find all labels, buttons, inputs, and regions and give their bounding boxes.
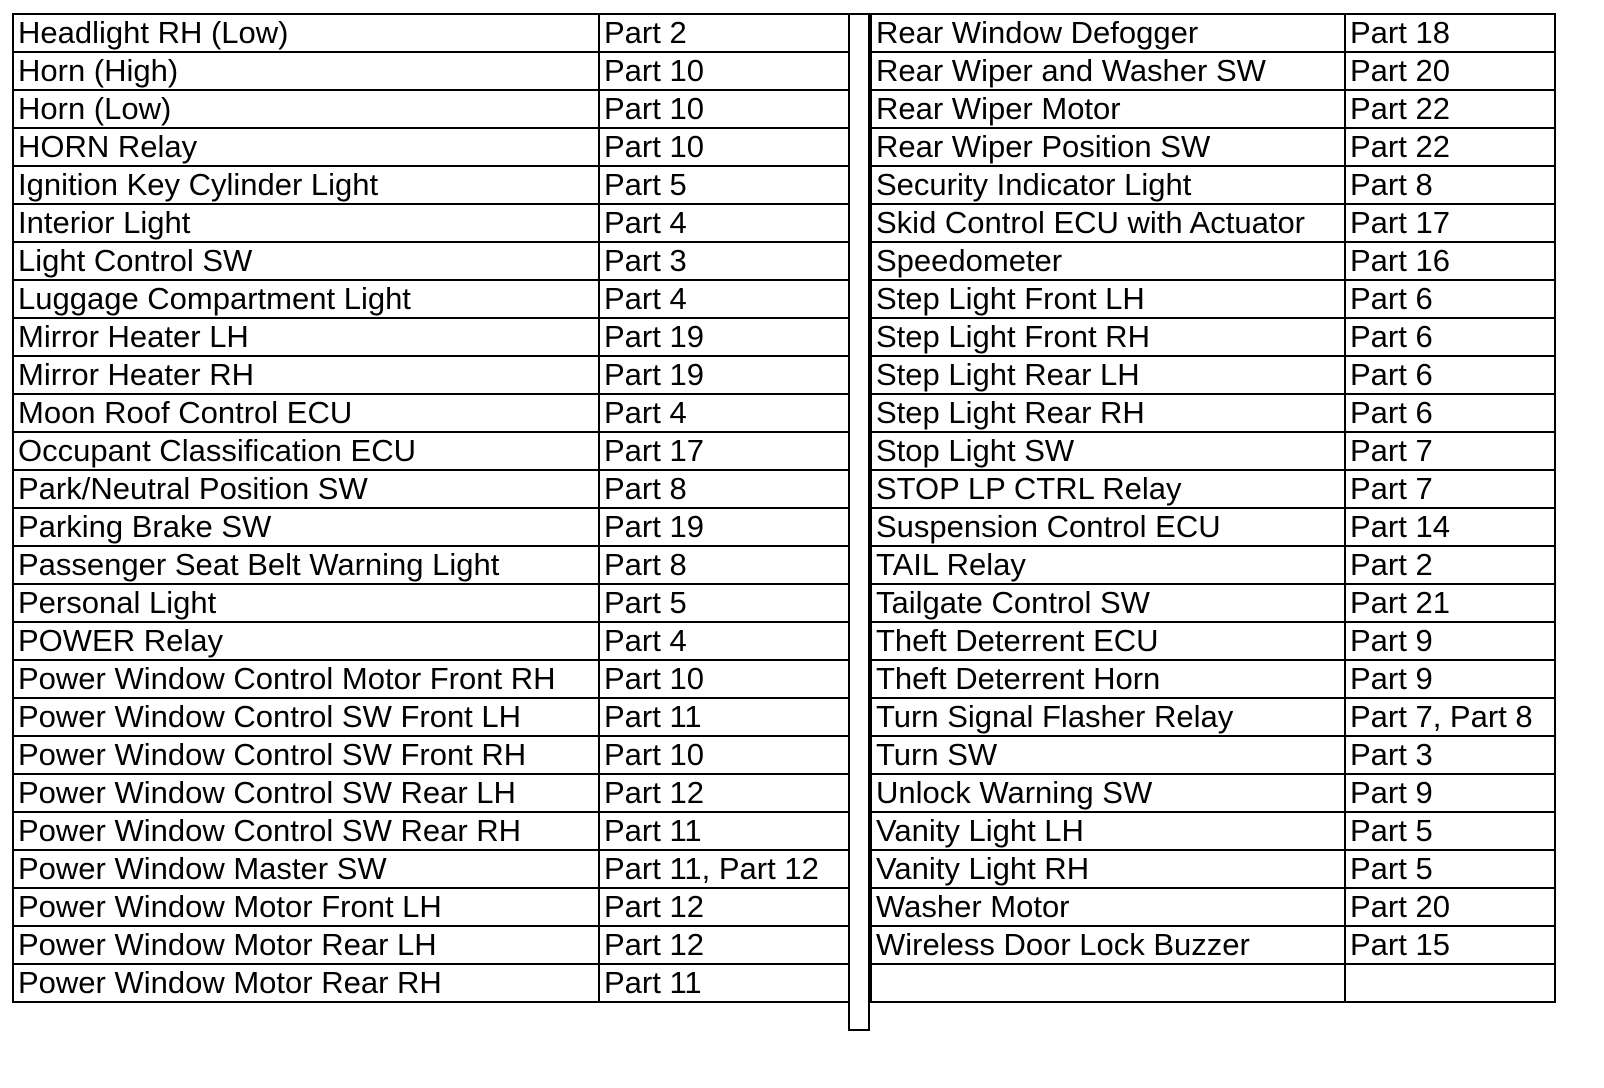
table-row — [13, 242, 849, 280]
component-name-cell — [871, 964, 1345, 1002]
component-name-cell: Power Window Motor Rear RH — [13, 964, 599, 1002]
component-name-cell: Tailgate Control SW — [871, 584, 1345, 622]
part-reference-cell: Part 21 — [1345, 584, 1555, 622]
table-row — [13, 736, 849, 774]
component-name-cell: Personal Light — [13, 584, 599, 622]
table-row — [871, 204, 1555, 242]
component-name-cell: Horn (Low) — [13, 90, 599, 128]
component-name-cell: Speedometer — [871, 242, 1345, 280]
part-reference-cell: Part 11 — [599, 698, 849, 736]
component-name-cell: Vanity Light LH — [871, 812, 1345, 850]
component-name-cell: Suspension Control ECU — [871, 508, 1345, 546]
component-name-cell: Interior Light — [13, 204, 599, 242]
table-row — [13, 622, 849, 660]
part-reference-cell: Part 19 — [599, 356, 849, 394]
component-name-cell: Vanity Light RH — [871, 850, 1345, 888]
component-name-cell: POWER Relay — [13, 622, 599, 660]
part-reference-cell: Part 18 — [1345, 14, 1555, 52]
component-name-cell: Power Window Control SW Front LH — [13, 698, 599, 736]
table-row — [871, 660, 1555, 698]
part-reference-cell: Part 9 — [1345, 622, 1555, 660]
table-row — [871, 546, 1555, 584]
table-row — [871, 774, 1555, 812]
component-name-cell: Step Light Front LH — [871, 280, 1345, 318]
component-name-cell: Theft Deterrent ECU — [871, 622, 1345, 660]
table-row — [871, 14, 1555, 52]
part-reference-cell: Part 3 — [1345, 736, 1555, 774]
component-name-cell: Skid Control ECU with Actuator — [871, 204, 1345, 242]
table-row — [13, 394, 849, 432]
component-name-cell: Moon Roof Control ECU — [13, 394, 599, 432]
table-row — [13, 584, 849, 622]
table-row — [871, 850, 1555, 888]
component-name-cell: Step Light Rear LH — [871, 356, 1345, 394]
part-reference-cell: Part 3 — [599, 242, 849, 280]
component-name-cell: Passenger Seat Belt Warning Light — [13, 546, 599, 584]
table-row — [13, 280, 849, 318]
table-row — [871, 394, 1555, 432]
component-name-cell: HORN Relay — [13, 128, 599, 166]
part-reference-cell: Part 7 — [1345, 432, 1555, 470]
part-reference-cell: Part 10 — [599, 660, 849, 698]
part-reference-cell: Part 17 — [1345, 204, 1555, 242]
part-reference-cell — [1345, 964, 1555, 1002]
component-name-cell: Rear Window Defogger — [871, 14, 1345, 52]
part-reference-cell: Part 17 — [599, 432, 849, 470]
table-row — [871, 90, 1555, 128]
part-reference-cell: Part 12 — [599, 926, 849, 964]
table-row — [871, 888, 1555, 926]
part-reference-cell: Part 9 — [1345, 774, 1555, 812]
part-reference-cell: Part 5 — [1345, 812, 1555, 850]
table-row — [13, 356, 849, 394]
part-reference-cell: Part 6 — [1345, 356, 1555, 394]
part-reference-cell: Part 6 — [1345, 394, 1555, 432]
table-row — [871, 508, 1555, 546]
component-name-cell: Turn Signal Flasher Relay — [871, 698, 1345, 736]
part-reference-cell: Part 10 — [599, 52, 849, 90]
component-name-cell: Unlock Warning SW — [871, 774, 1345, 812]
table-row — [871, 318, 1555, 356]
part-reference-cell: Part 16 — [1345, 242, 1555, 280]
component-index-table-left — [12, 13, 850, 1003]
right-table-body — [871, 14, 1555, 1002]
part-reference-cell: Part 2 — [1345, 546, 1555, 584]
component-name-cell: Power Window Master SW — [13, 850, 599, 888]
part-reference-cell: Part 4 — [599, 622, 849, 660]
part-reference-cell: Part 10 — [599, 90, 849, 128]
part-reference-cell: Part 7, Part 8 — [1345, 698, 1555, 736]
component-index-table-right — [870, 13, 1556, 1003]
part-reference-cell: Part 4 — [599, 394, 849, 432]
part-reference-cell: Part 22 — [1345, 128, 1555, 166]
component-name-cell: Mirror Heater LH — [13, 318, 599, 356]
table-row — [13, 812, 849, 850]
table-row — [13, 546, 849, 584]
part-reference-cell: Part 4 — [599, 280, 849, 318]
component-name-cell: Washer Motor — [871, 888, 1345, 926]
table-row — [13, 204, 849, 242]
table-row — [13, 508, 849, 546]
component-name-cell: Light Control SW — [13, 242, 599, 280]
table-row — [13, 128, 849, 166]
table-row — [13, 432, 849, 470]
table-row — [13, 926, 849, 964]
component-name-cell: TAIL Relay — [871, 546, 1345, 584]
table-row — [13, 888, 849, 926]
part-reference-cell: Part 11, Part 12 — [599, 850, 849, 888]
part-reference-cell: Part 20 — [1345, 888, 1555, 926]
table-row — [13, 166, 849, 204]
component-name-cell: Turn SW — [871, 736, 1345, 774]
component-name-cell: Step Light Front RH — [871, 318, 1345, 356]
table-row — [871, 280, 1555, 318]
table-row — [871, 622, 1555, 660]
table-row — [871, 356, 1555, 394]
part-reference-cell: Part 6 — [1345, 318, 1555, 356]
table-row — [871, 964, 1555, 1002]
part-reference-cell: Part 12 — [599, 888, 849, 926]
component-name-cell: Parking Brake SW — [13, 508, 599, 546]
table-row — [871, 812, 1555, 850]
table-row — [13, 52, 849, 90]
part-reference-cell: Part 8 — [1345, 166, 1555, 204]
table-row — [13, 14, 849, 52]
table-row — [13, 470, 849, 508]
table-row — [871, 470, 1555, 508]
table-row — [871, 128, 1555, 166]
part-reference-cell: Part 8 — [599, 470, 849, 508]
component-name-cell: Security Indicator Light — [871, 166, 1345, 204]
part-reference-cell: Part 15 — [1345, 926, 1555, 964]
part-reference-cell: Part 20 — [1345, 52, 1555, 90]
part-reference-cell: Part 4 — [599, 204, 849, 242]
component-name-cell: Power Window Motor Front LH — [13, 888, 599, 926]
table-row — [871, 698, 1555, 736]
component-name-cell: Stop Light SW — [871, 432, 1345, 470]
table-row — [13, 660, 849, 698]
table-row — [871, 52, 1555, 90]
component-name-cell: Wireless Door Lock Buzzer — [871, 926, 1345, 964]
part-reference-cell: Part 2 — [599, 14, 849, 52]
part-reference-cell: Part 10 — [599, 128, 849, 166]
part-reference-cell: Part 5 — [599, 584, 849, 622]
table-row — [13, 774, 849, 812]
component-name-cell: Luggage Compartment Light — [13, 280, 599, 318]
component-name-cell: Park/Neutral Position SW — [13, 470, 599, 508]
part-reference-cell: Part 11 — [599, 812, 849, 850]
component-name-cell: Headlight RH (Low) — [13, 14, 599, 52]
component-name-cell: Occupant Classification ECU — [13, 432, 599, 470]
table-row — [13, 964, 849, 1002]
part-reference-cell: Part 22 — [1345, 90, 1555, 128]
component-name-cell: Ignition Key Cylinder Light — [13, 166, 599, 204]
table-row — [871, 432, 1555, 470]
part-reference-cell: Part 8 — [599, 546, 849, 584]
component-name-cell: Theft Deterrent Horn — [871, 660, 1345, 698]
component-name-cell: Mirror Heater RH — [13, 356, 599, 394]
part-reference-cell: Part 19 — [599, 318, 849, 356]
table-row — [13, 698, 849, 736]
part-reference-cell: Part 12 — [599, 774, 849, 812]
part-reference-cell: Part 11 — [599, 964, 849, 1002]
component-name-cell: Step Light Rear RH — [871, 394, 1345, 432]
component-name-cell: Power Window Control SW Front RH — [13, 736, 599, 774]
part-reference-cell: Part 6 — [1345, 280, 1555, 318]
table-row — [13, 90, 849, 128]
component-name-cell: Power Window Control SW Rear RH — [13, 812, 599, 850]
table-row — [871, 166, 1555, 204]
component-name-cell: Power Window Motor Rear LH — [13, 926, 599, 964]
table-row — [871, 584, 1555, 622]
component-name-cell: Power Window Control SW Rear LH — [13, 774, 599, 812]
table-row — [871, 926, 1555, 964]
table-row — [871, 736, 1555, 774]
component-name-cell: Rear Wiper Position SW — [871, 128, 1345, 166]
table-row — [13, 318, 849, 356]
table-row — [13, 850, 849, 888]
component-name-cell: STOP LP CTRL Relay — [871, 470, 1345, 508]
part-reference-cell: Part 9 — [1345, 660, 1555, 698]
part-reference-cell: Part 10 — [599, 736, 849, 774]
part-reference-cell: Part 5 — [1345, 850, 1555, 888]
part-reference-cell: Part 5 — [599, 166, 849, 204]
left-table-body — [13, 14, 849, 1002]
column-separator — [848, 13, 870, 1031]
component-name-cell: Power Window Control Motor Front RH — [13, 660, 599, 698]
part-reference-cell: Part 19 — [599, 508, 849, 546]
part-reference-cell: Part 7 — [1345, 470, 1555, 508]
component-name-cell: Rear Wiper and Washer SW — [871, 52, 1345, 90]
component-name-cell: Horn (High) — [13, 52, 599, 90]
part-reference-cell: Part 14 — [1345, 508, 1555, 546]
table-row — [871, 242, 1555, 280]
component-name-cell: Rear Wiper Motor — [871, 90, 1345, 128]
